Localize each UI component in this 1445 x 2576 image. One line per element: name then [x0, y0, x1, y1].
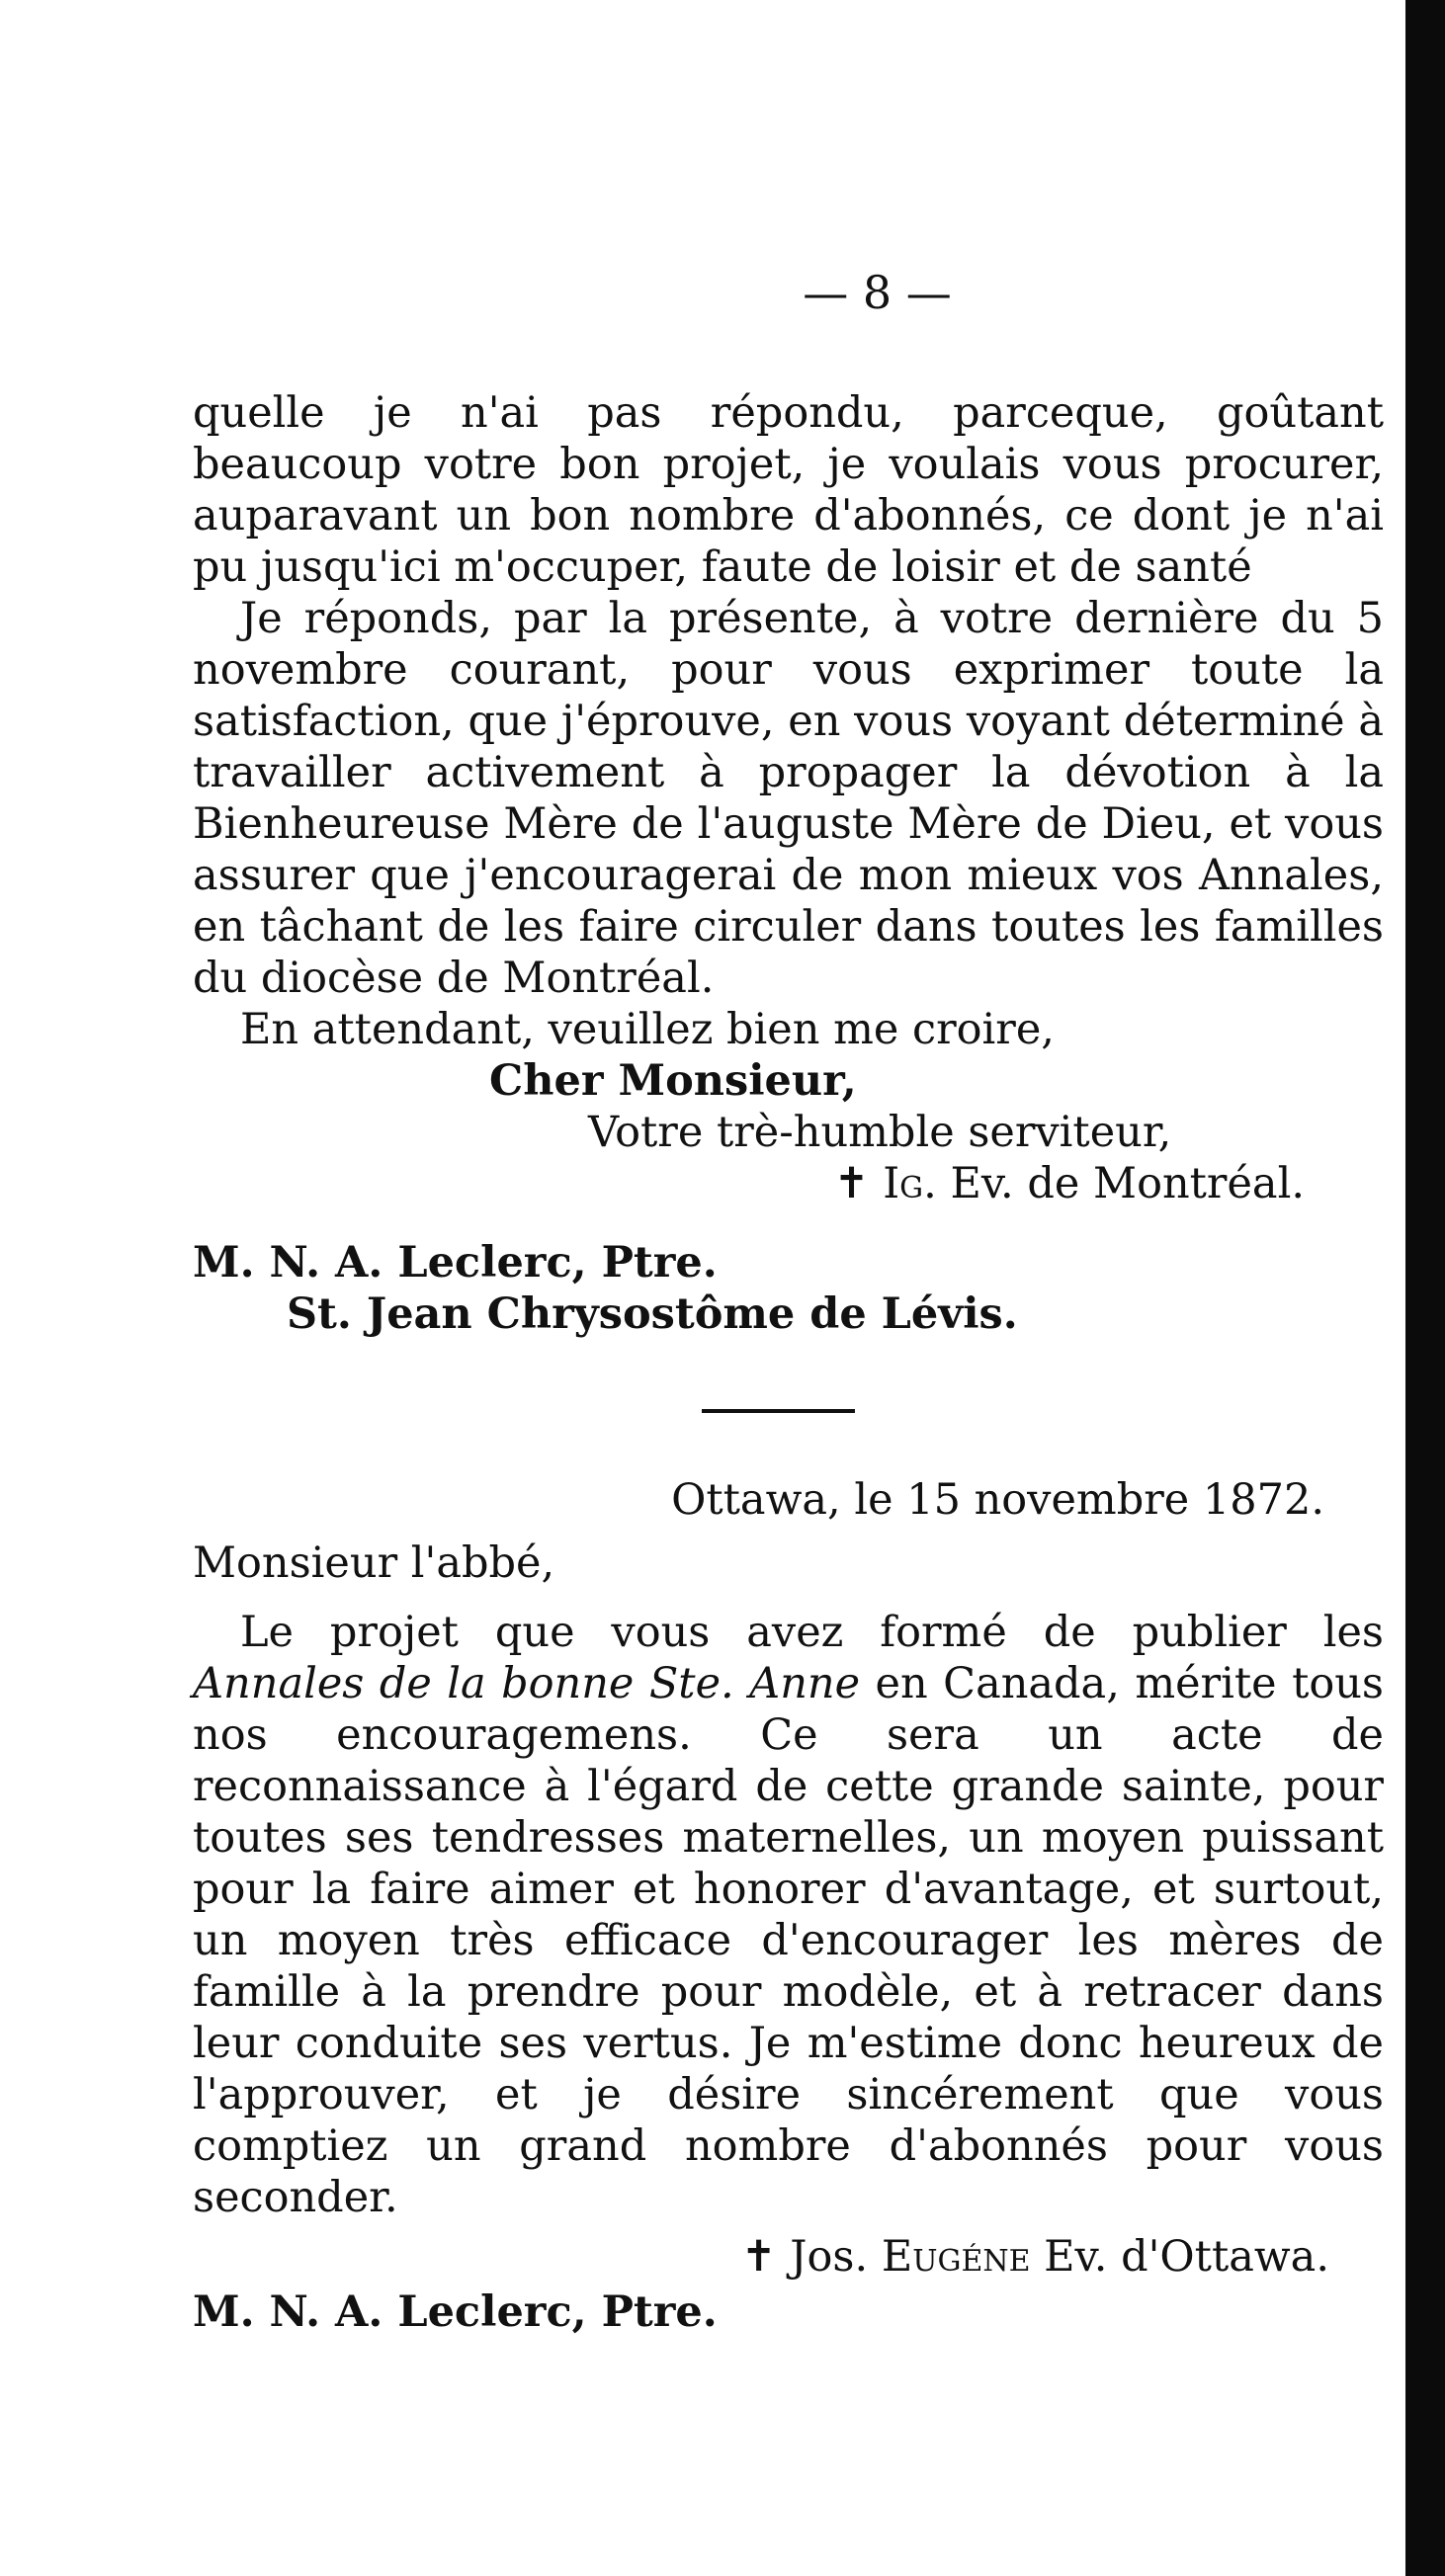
page-edge-shadow: [1405, 0, 1445, 2576]
letter2-paragraph-rest: en Canada, mérite tous nos encouragemens. Ce sera un acte de reconnaissance à l'égard de cette grande sainte, pour toutes ses tendresses maternelles, un moyen puissant pour la faire aimer et honorer d'avantage, et surtout, un moyen très efficace d'encourager les mères de famille à la prendre pour modèle, et à retracer dans leur conduite ses vertus. Je m'estime donc heureux de l'approuver, et je désire sincérement que vous comptiez un grand nombre d'abonnés pour vous seconder.: [193, 1659, 1384, 2222]
letter2-dateline: Ottawa, le 15 novembre 1872.: [671, 1475, 1324, 1525]
letter2-addressee: [193, 2286, 1384, 2338]
letter2-signature-name: Eugéne: [881, 2232, 1031, 2282]
letter1-closing-line-3: Votre trè-humble serviteur,: [588, 1108, 1172, 1157]
letter1-closing-line-2: Cher Monsieur,: [489, 1056, 857, 1106]
letter2-paragraph-start: Le projet que vous avez formé de publier les: [240, 1608, 1384, 1657]
letter1-addressee-name: M. N. A. Leclerc, Ptre.: [193, 1238, 718, 1288]
letter2-signature-first: Jos.: [790, 2232, 882, 2282]
cross-icon: ✝: [740, 2232, 777, 2282]
section-separator: [702, 1409, 855, 1413]
letter2-salutation: Monsieur l'abbé,: [193, 1538, 555, 1588]
letter1-signature-initial: Ig.: [883, 1159, 937, 1208]
letter1-closing-line-1: En attendant, veuillez bien me croire,: [240, 1005, 1055, 1054]
page-number: — 8 —: [803, 266, 952, 319]
letter2-paragraph: [193, 1607, 1384, 2223]
letter2-addressee-text: M. N. A. Leclerc, Ptre.: [193, 2287, 718, 2337]
letter1-signature-title: Ev. de Montréal.: [936, 1159, 1305, 1208]
letter1-paragraph-1: quelle je n'ai pas répondu, parceque, goûtant beaucoup votre bon projet, je voulais vous procurer, auparavant un bon nombre d'abonnés, ce dont je n'ai pu jusqu'ici m'occuper, faute de loisir et de santé: [193, 388, 1384, 592]
letter2-signature-title: Ev. d'Ottawa.: [1030, 2232, 1329, 2282]
letter2-publication-title: Annales de la bonne Ste. Anne: [193, 1659, 861, 1708]
letter1-signature: [193, 1158, 1384, 1209]
letter1-addressee-parish: St. Jean Chrysostôme de Lévis.: [287, 1289, 1018, 1339]
cross-icon: ✝: [833, 1159, 870, 1208]
letter2-signature: [193, 2231, 1384, 2283]
document-page: [193, 267, 1384, 2338]
letter1-paragraph-2: Je réponds, par la présente, à votre dernière du 5 novembre courant, pour vous exprimer toute la satisfaction, que j'éprouve, en vous voyant déterminé à travailler activement à propager la dévotion à la Bienheureuse Mère de l'auguste Mère de Dieu, et vous assurer que j'encouragerai de mon mieux vos Annales, en tâchant de les faire circuler dans toutes les familles du diocèse de Montréal.: [193, 594, 1384, 1003]
